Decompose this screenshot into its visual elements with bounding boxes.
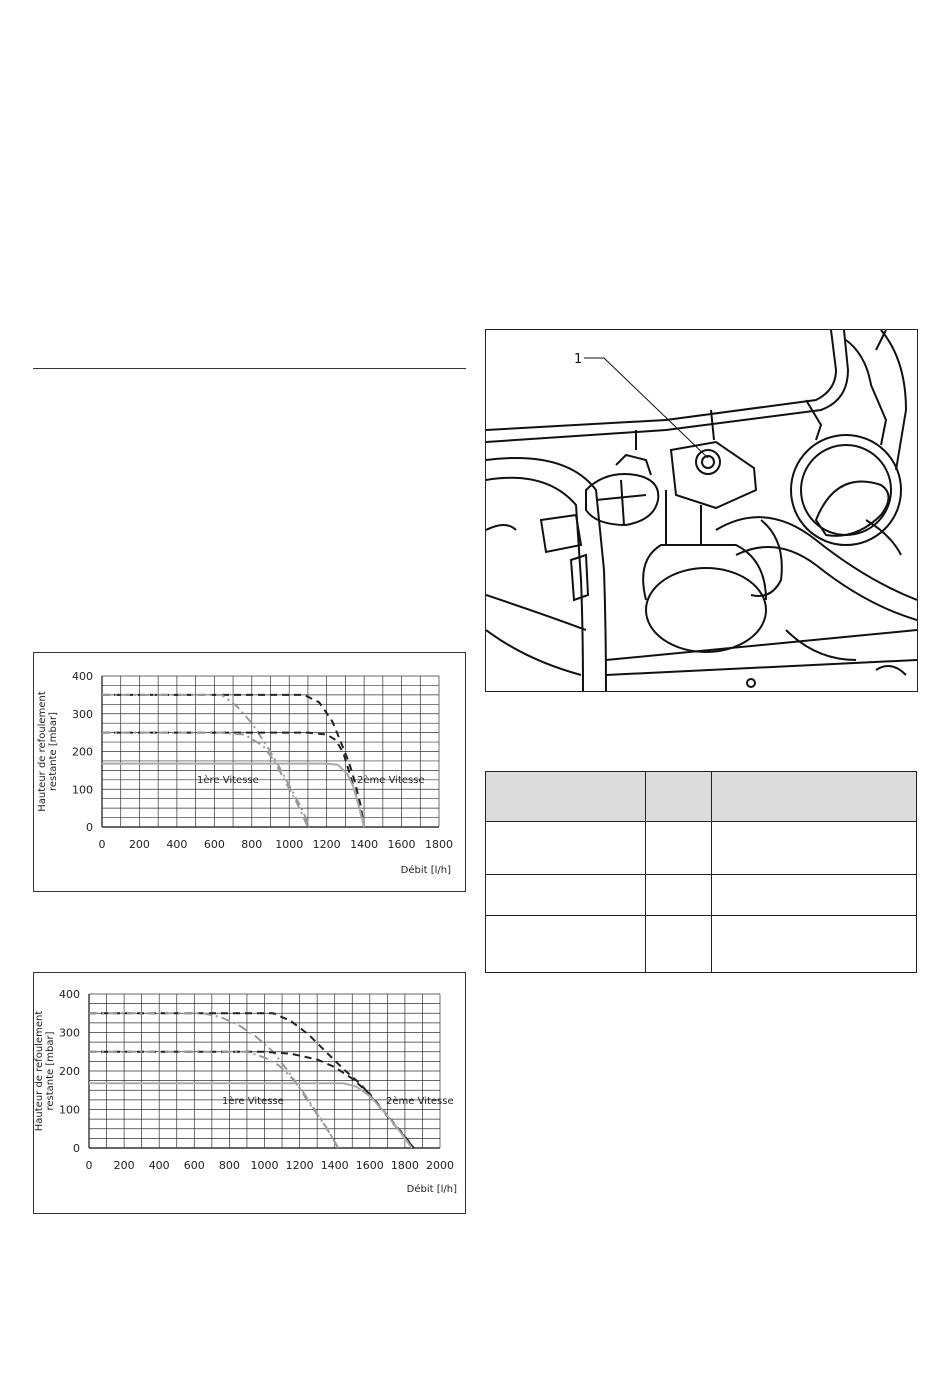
table-cell bbox=[712, 822, 917, 875]
x-tick-label: 600 bbox=[183, 1159, 205, 1172]
table-cell bbox=[645, 916, 712, 973]
y-tick-label: 0 bbox=[73, 1142, 80, 1155]
table-cell bbox=[645, 822, 712, 875]
annotation-speed-1: 1ère Vitesse bbox=[197, 775, 259, 786]
pump-curve-chart-1-svg bbox=[34, 653, 465, 891]
table-cell bbox=[712, 916, 917, 973]
y-axis-label bbox=[37, 691, 59, 812]
table-row bbox=[486, 875, 917, 916]
table-header-cell bbox=[486, 772, 646, 822]
annotation-speed-1: 1ère Vitesse bbox=[222, 1096, 284, 1107]
annotation-speed-2: 2ème Vitesse bbox=[357, 775, 425, 786]
x-axis-label: Débit [l/h] bbox=[400, 865, 451, 876]
x-tick-label: 600 bbox=[203, 838, 225, 851]
y-tick-label: 100 bbox=[72, 783, 93, 797]
x-tick-label: 400 bbox=[166, 838, 188, 851]
y-tick-label: 200 bbox=[59, 1065, 80, 1078]
y-tick-label: 0 bbox=[86, 821, 93, 834]
x-tick-label: 1200 bbox=[312, 838, 341, 851]
y-tick-label: 400 bbox=[59, 988, 80, 1001]
table-row bbox=[486, 916, 917, 973]
y-tick-label: 300 bbox=[72, 707, 93, 721]
x-tick-label: 1800 bbox=[390, 1159, 419, 1172]
y-tick-label: 100 bbox=[59, 1103, 80, 1117]
x-tick-label: 1000 bbox=[250, 1159, 279, 1172]
pump-curve-chart-2-svg bbox=[34, 973, 465, 1213]
table-cell bbox=[712, 875, 917, 916]
y-axis-label bbox=[34, 1011, 56, 1132]
x-tick-label: 1200 bbox=[285, 1159, 314, 1172]
table-row bbox=[486, 822, 917, 875]
x-tick-label: 1400 bbox=[320, 1159, 349, 1172]
table-cell bbox=[486, 875, 646, 916]
x-tick-label: 800 bbox=[241, 838, 263, 851]
table-header-row bbox=[486, 772, 917, 822]
x-tick-label: 1800 bbox=[425, 838, 453, 851]
y-axis-label-line: restante [mbar] bbox=[45, 1031, 56, 1111]
y-tick-label: 300 bbox=[59, 1026, 80, 1040]
x-tick-label: 200 bbox=[113, 1159, 135, 1172]
spec-table bbox=[485, 771, 917, 973]
pump-curve-chart-1 bbox=[33, 652, 466, 892]
x-tick-label: 400 bbox=[148, 1159, 170, 1172]
x-tick-label: 200 bbox=[128, 838, 150, 851]
table-cell bbox=[645, 875, 712, 916]
x-tick-label: 0 bbox=[98, 838, 106, 851]
x-axis-label: Débit [l/h] bbox=[406, 1184, 457, 1195]
chart-grid bbox=[89, 994, 440, 1148]
x-tick-label: 1000 bbox=[275, 838, 304, 851]
table-header-cell bbox=[712, 772, 917, 822]
annotation-speed-2: 2ème Vitesse bbox=[386, 1096, 454, 1107]
x-tick-label: 1600 bbox=[387, 838, 416, 851]
table-cell bbox=[486, 916, 646, 973]
section-divider bbox=[33, 368, 466, 369]
x-tick-label: 0 bbox=[85, 1159, 93, 1172]
component-illustration bbox=[485, 329, 918, 692]
x-tick-label: 2000 bbox=[426, 1159, 454, 1172]
pump-curve-chart-2 bbox=[33, 972, 466, 1214]
table-cell bbox=[486, 822, 646, 875]
y-axis-label-line: restante [mbar] bbox=[48, 711, 59, 792]
x-tick-label: 800 bbox=[218, 1159, 240, 1172]
x-tick-label: 1600 bbox=[355, 1159, 384, 1172]
y-tick-label: 200 bbox=[72, 745, 93, 759]
y-tick-label: 400 bbox=[72, 670, 93, 683]
component-drawing bbox=[486, 330, 917, 691]
y-axis-label-line: Hauteur de refoulement bbox=[37, 691, 48, 812]
y-axis-label-line: Hauteur de refoulement bbox=[34, 1010, 45, 1132]
table-header-cell bbox=[645, 772, 712, 822]
callout-label: 1 bbox=[574, 352, 583, 367]
x-tick-label: 1400 bbox=[350, 838, 379, 851]
